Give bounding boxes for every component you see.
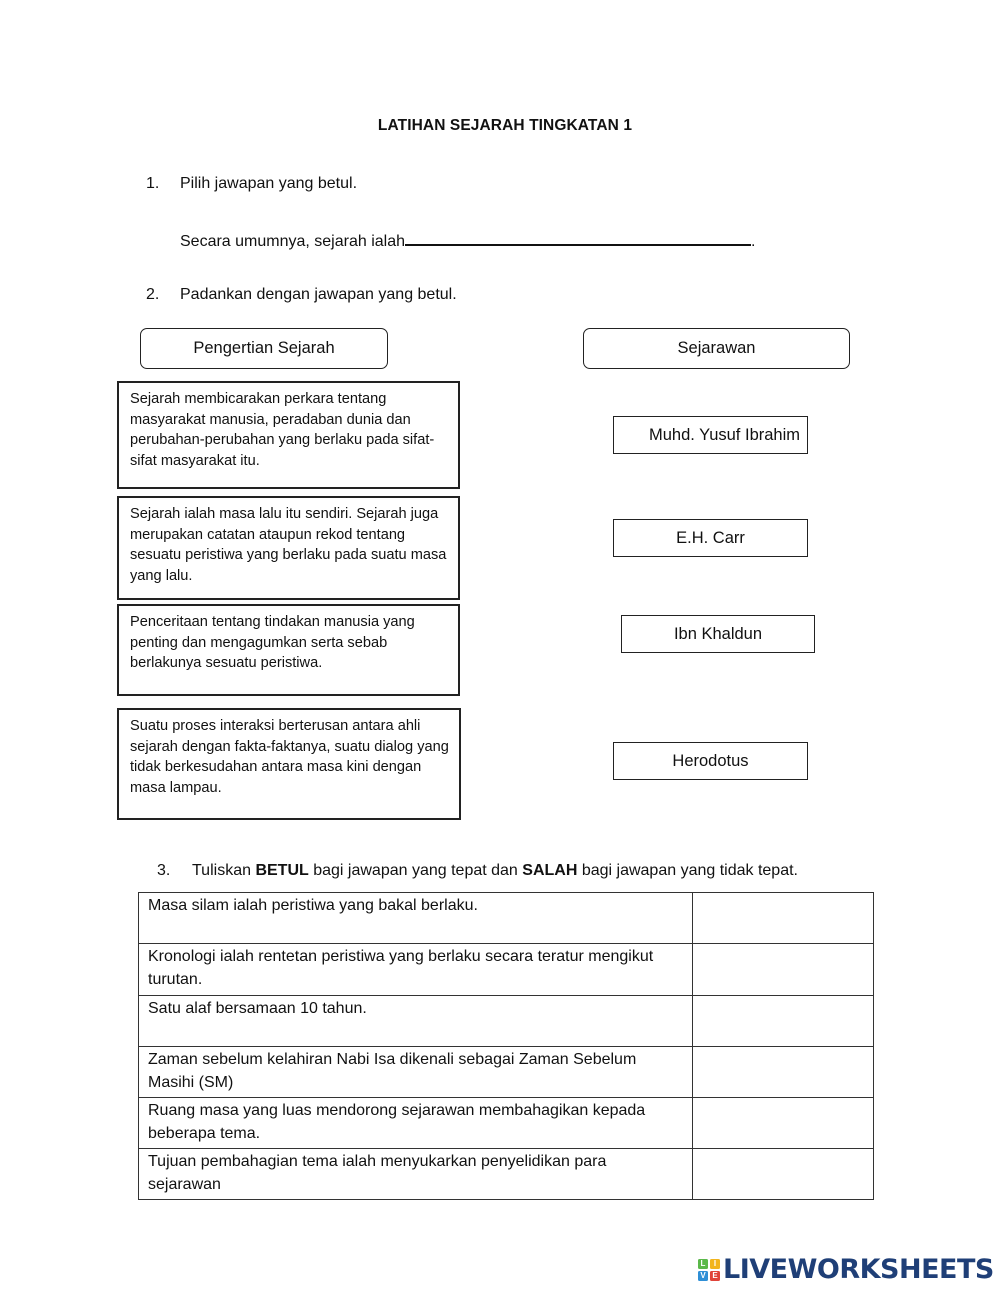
table-row [139, 1098, 874, 1149]
question-3-instruction-part: bagi jawapan yang tepat dan [308, 862, 523, 879]
question-1-instruction: Pilih jawapan yang betul. [180, 175, 358, 192]
historian-name-1: Muhd. Yusuf Ibrahim [648, 425, 800, 444]
historian-box-4[interactable] [613, 742, 808, 780]
historians-header [583, 328, 850, 369]
historians-header-label: Sejarawan [677, 339, 756, 357]
question-3-instruction [192, 862, 798, 880]
statement-cell: Tujuan pembahagian tema ialah menyukarkan penyelidikan para sejarawan [139, 1149, 693, 1200]
table-row [139, 944, 874, 996]
historian-box-2[interactable] [613, 519, 808, 557]
definition-box-2[interactable] [117, 496, 460, 600]
tile-v: V [698, 1271, 708, 1281]
question-2-number: 2. [146, 286, 160, 303]
question-2-instruction: Padankan dengan jawapan yang betul. [180, 286, 457, 303]
definitions-header-label: Pengertian Sejarah [193, 339, 335, 357]
table-row [139, 1047, 874, 1098]
answer-cell[interactable] [693, 1047, 874, 1098]
definition-text-3: Penceritaan tentang tindakan manusia yang penting dan mengagumkan serta sebab berlakunya sesuatu peristiwa. [130, 614, 415, 671]
definition-box-3[interactable] [117, 604, 460, 696]
table-row [139, 893, 874, 944]
tile-e: E [710, 1271, 720, 1281]
statement-cell: Zaman sebelum kelahiran Nabi Isa dikenali sebagai Zaman Sebelum Masihi (SM) [139, 1047, 693, 1098]
definition-text-1: Sejarah membicarakan perkara tentang masyarakat manusia, peradaban dunia dan perubahan-perubahan yang berlaku pada sifat-sifat masyarakat itu. [130, 391, 435, 469]
liveworksheets-wordmark: LIVEWORKSHEETS [723, 1254, 994, 1285]
question-3-number: 3. [157, 862, 171, 879]
keyword-salah: SALAH [522, 862, 578, 879]
question-3-instruction-part: bagi jawapan yang tidak tepat. [577, 862, 798, 879]
statement-cell: Kronologi ialah rentetan peristiwa yang berlaku secara teratur mengikut turutan. [139, 944, 693, 996]
historian-box-3[interactable] [621, 615, 815, 653]
statement-cell: Masa silam ialah peristiwa yang bakal berlaku. [139, 893, 693, 944]
answer-cell[interactable] [693, 996, 874, 1047]
definition-text-4: Suatu proses interaksi berterusan antara ahli sejarah dengan fakta-faktanya, suatu dialog yang tidak berkesudahan antara masa kini dengan masa lampau. [130, 718, 449, 796]
true-false-table [138, 892, 874, 1200]
question-1-prompt-line [180, 230, 755, 251]
table-row [139, 996, 874, 1047]
question-1-period: . [751, 233, 756, 250]
question-1-answer-blank[interactable] [405, 230, 751, 246]
table-row [139, 1149, 874, 1200]
answer-cell[interactable] [693, 1098, 874, 1149]
tile-i: I [710, 1259, 720, 1269]
statement-cell: Ruang masa yang luas mendorong sejarawan membahagikan kepada beberapa tema. [139, 1098, 693, 1149]
worksheet-title: LATIHAN SEJARAH TINGKATAN 1 [377, 117, 633, 134]
historian-box-1[interactable] [613, 416, 808, 454]
statement-cell: Satu alaf bersamaan 10 tahun. [139, 996, 693, 1047]
answer-cell[interactable] [693, 893, 874, 944]
answer-cell[interactable] [693, 1149, 874, 1200]
historian-name-4: Herodotus [672, 751, 749, 770]
liveworksheets-logo [698, 1256, 994, 1283]
historian-name-3: Ibn Khaldun [673, 624, 763, 643]
question-1-number: 1. [146, 175, 160, 192]
question-1-prompt: Secara umumnya, sejarah ialah [180, 233, 406, 250]
live-tiles-icon [698, 1259, 720, 1281]
answer-cell[interactable] [693, 944, 874, 996]
definition-box-4[interactable] [117, 708, 461, 820]
definitions-header [140, 328, 388, 369]
question-3-instruction-part: Tuliskan [192, 862, 256, 879]
definition-box-1[interactable] [117, 381, 460, 489]
keyword-betul: BETUL [255, 862, 309, 879]
tile-l: L [698, 1259, 708, 1269]
historian-name-2: E.H. Carr [676, 528, 745, 547]
definition-text-2: Sejarah ialah masa lalu itu sendiri. Sejarah juga merupakan catatan ataupun rekod tentang sesuatu peristiwa yang berlaku pada suatu masa yang lalu. [130, 506, 447, 584]
